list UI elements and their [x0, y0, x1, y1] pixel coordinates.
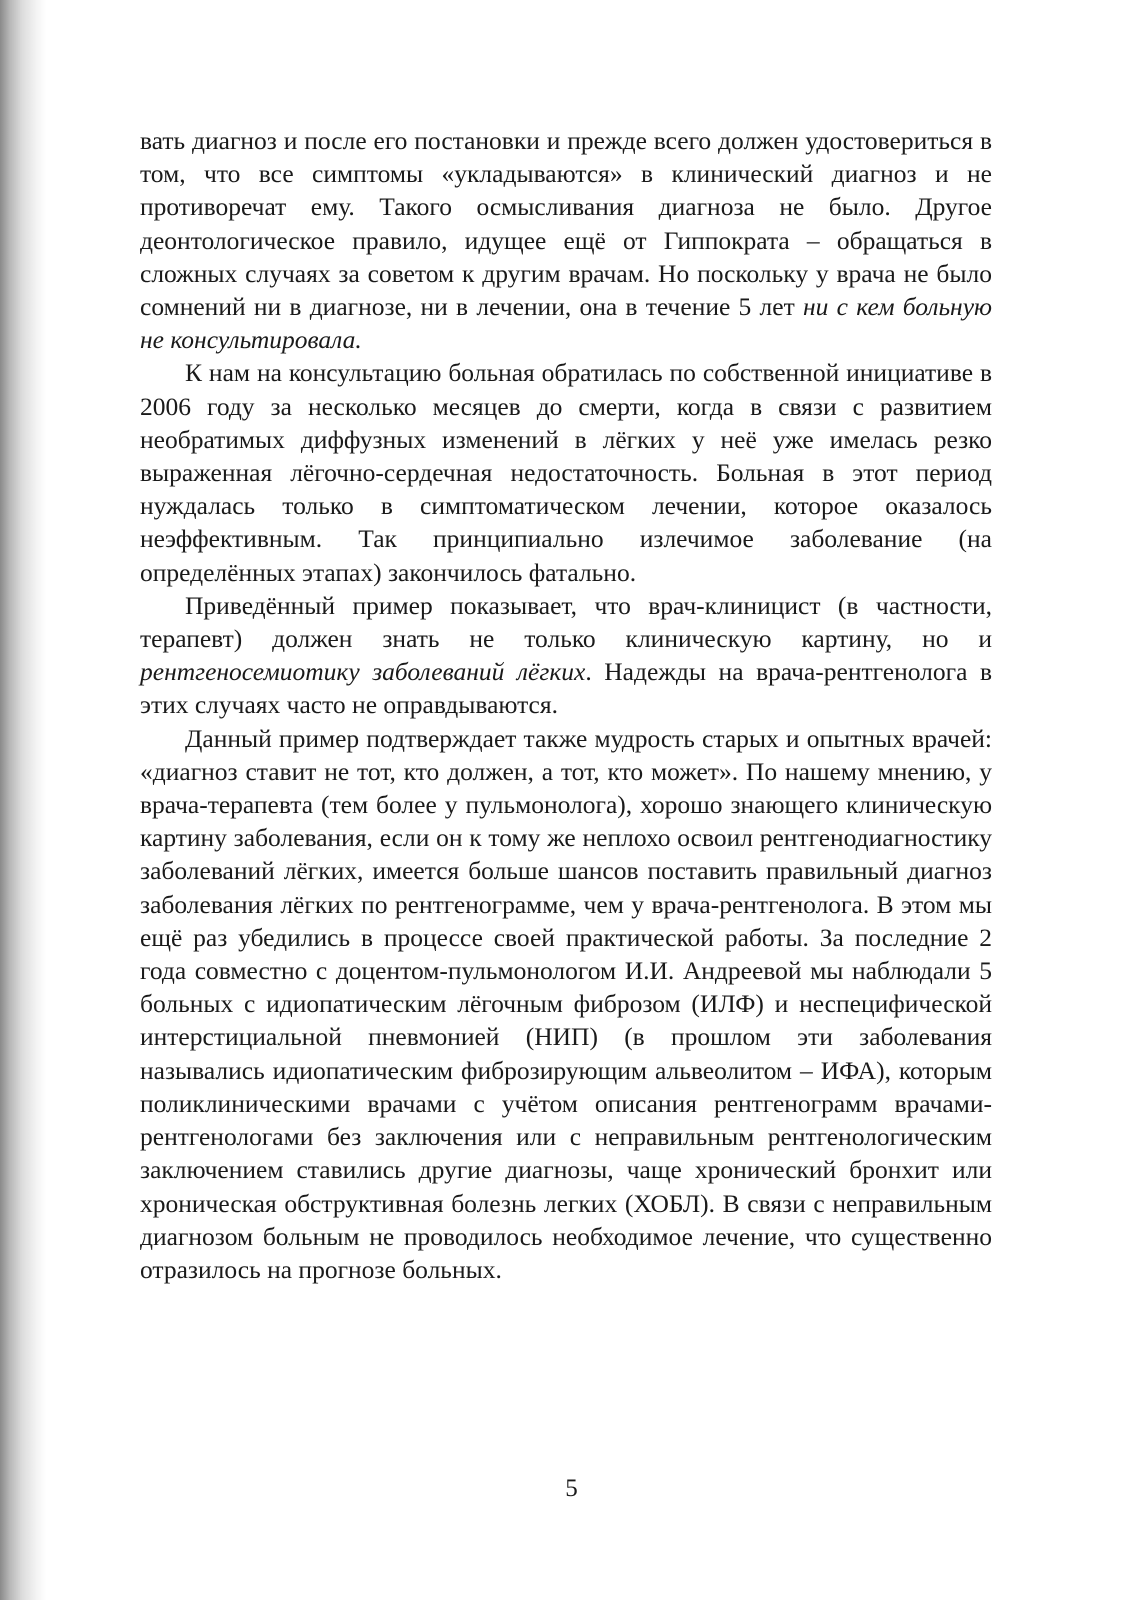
italic-run: ни с кем больную не консультировала.: [140, 292, 992, 355]
paragraph-2: [140, 356, 992, 588]
text-run: . Надежды на врача-рентгенолога в этих случаях часто не оправдываются.: [140, 657, 992, 720]
page-number: 5: [565, 1475, 578, 1502]
text-run: К нам на консультацию больная обратилась по собственной инициативе в 2006 году за несколько месяцев до смерти, когда в связи с развитием необратимых диффузных изменений в лёгких у неё уже имелась резко выраженная лёгочно-сердечная недостаточность. Больная в этот период нуждалась только в симптоматическом лечении, которое оказалось неэффективным. Так принципиально излечимое заболевание (на определённых этапах) закончилось фатально.: [140, 358, 992, 587]
paragraph-1: [140, 124, 992, 356]
text-run: Данный пример подтверждает также мудрость старых и опытных врачей: «диагноз ставит не тот, кто должен, а тот, кто может». По нашему мнению, у врача-терапевта (тем более у пульмонолога), хорошо знающего клиническую картину заболевания, если он к тому же неплохо освоил рентгенодиагностику заболеваний лёгких, имеется больше шансов поставить правильный диагноз заболевания лёгких по рентгенограмме, чем у врача-рентгенолога. В этом мы ещё раз убедились в процессе своей практической работы. За последние 2 года совместно с доцентом-пульмонологом И.И. Андреевой мы наблюдали 5 больных с идиопатическим лёгочным фиброзом (ИЛФ) и неспецифической интерстициальной пневмонией (НИП) (в прошлом эти заболевания назывались идиопатическим фиброзирующим альвеолитом – ИФА), которым поликлиническими врачами с учётом описания рентгенограмм врачами-рентгенологами без заключения или с неправильным рентгенологическим заключением ставились другие диагнозы, чаще хронический бронхит или хроническая обструктивная болезнь легких (ХОБЛ). В связи с неправильным диагнозом больным не проводилось необходимое лечение, что существенно отразилось на прогнозе больных.: [140, 723, 992, 1284]
text-run: Приведённый пример показывает, что врач-клиницист (в частности, терапевт) должен знать не только клиническую картину, но и: [140, 590, 992, 654]
paragraph-4: [140, 722, 992, 1286]
text-run: вать диагноз и после его постановки и прежде всего должен удостовериться в том, что все симптомы «укладываются» в клинический диагноз и не противоречат ему. Такого осмысливания диагноза не было. Другое деонтологическое правило, идущее ещё от Гиппократа – обращаться в сложных случаях за советом к другим врачам. Но поскольку у врача не было сомнений ни в диагнозе, ни в лечении, она в течение 5 лет: [140, 126, 992, 322]
page-text: [140, 124, 992, 1286]
italic-run: рентгеносемиотику заболеваний лёгких: [140, 657, 586, 687]
scan-edge-shadow: [0, 0, 46, 1600]
paragraph-3: [140, 589, 992, 722]
